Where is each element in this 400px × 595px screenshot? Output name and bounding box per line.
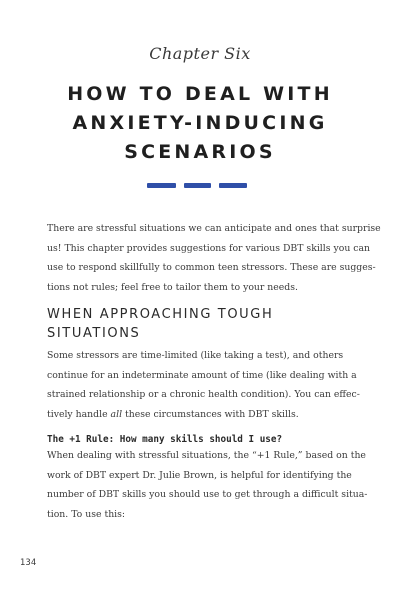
accent-dash <box>184 183 211 188</box>
decorative-dashes <box>147 183 257 189</box>
intro-line: use to respond skillfully to common teen stressors. These are sugges- <box>47 262 376 273</box>
section-line-text: tively handle <box>47 408 111 420</box>
subsection-line: tion. To use this: <box>47 508 126 520</box>
chapter-title-line: HOW TO DEAL WITH <box>67 83 333 105</box>
accent-dash <box>219 183 247 188</box>
subsection-heading: The +1 Rule: How many skills should I use? <box>47 434 283 445</box>
subsection-line: When dealing with stressful situations, the “+1 Rule,” based on the <box>47 450 366 461</box>
emphasis-all: all <box>110 408 123 420</box>
chapter-title-line: ANXIETY-INDUCING <box>72 112 328 134</box>
section-line: Some stressors are time-limited (like taking a test), and others <box>47 350 344 361</box>
chapter-title <box>0 80 400 167</box>
section-heading <box>47 305 357 343</box>
page-number: 134 <box>20 558 37 568</box>
accent-dash <box>147 183 176 188</box>
subsection-line: work of DBT expert Dr. Julie Brown, is helpful for identifying the <box>47 469 352 481</box>
chapter-label: Chapter Six <box>149 44 251 63</box>
intro-line: There are stressful situations we can anticipate and ones that surprise <box>47 223 381 234</box>
intro-line: tions not rules; feel free to tailor them to your needs. <box>47 281 298 293</box>
intro-paragraph <box>47 219 381 297</box>
intro-line: us! This chapter provides suggestions for various DBT skills you can <box>47 242 370 254</box>
section-paragraph <box>47 346 360 424</box>
section-heading-line: WHEN APPROACHING TOUGH <box>47 307 274 322</box>
section-line-text: these circumstances with DBT skills. <box>122 408 299 420</box>
section-heading-line: SITUATIONS <box>47 326 141 341</box>
section-line: strained relationship or a chronic health condition). You can effec- <box>47 389 360 400</box>
section-line <box>47 405 357 425</box>
subsection-paragraph <box>47 446 368 524</box>
chapter-title-line: SCENARIOS <box>124 141 276 163</box>
subsection-line: number of DBT skills you should use to get through a difficult situa- <box>47 489 368 500</box>
section-line: continue for an indeterminate amount of time (like dealing with a <box>47 369 357 381</box>
